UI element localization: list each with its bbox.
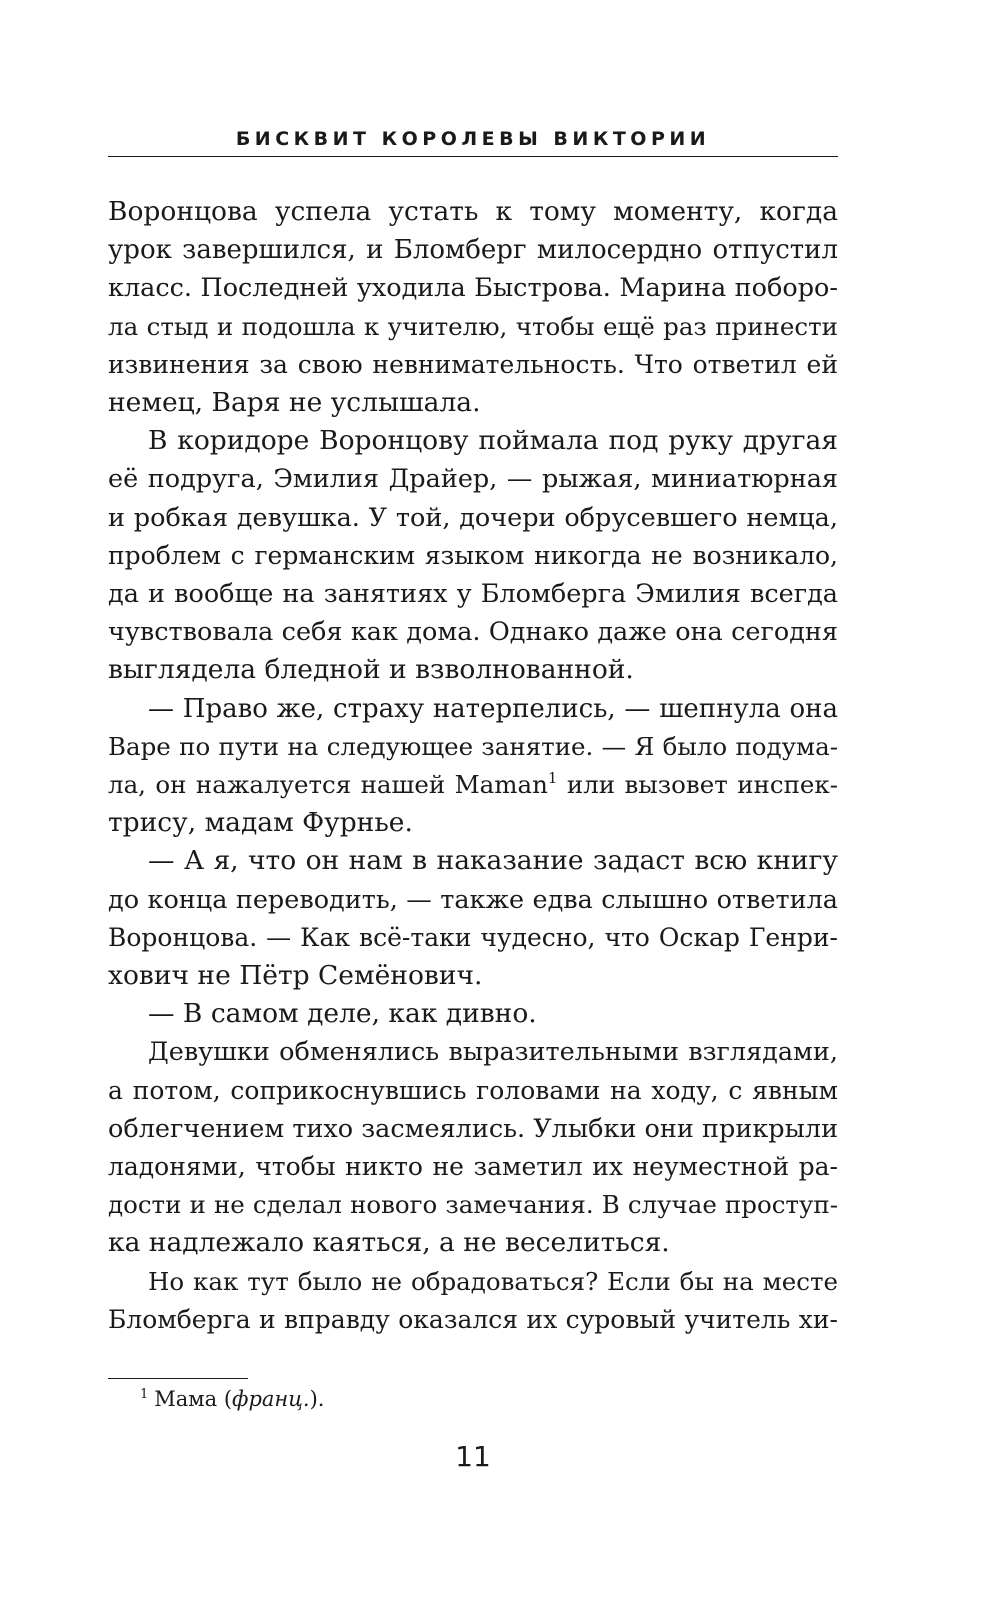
footnote-italic: франц. — [232, 1387, 310, 1411]
text-line: облегчением тихо засмеялись. Улыбки они прикрыли — [108, 1113, 839, 1144]
footnote-marker: 1 — [547, 769, 558, 788]
header-rule — [108, 156, 838, 157]
text-line: а потом, соприкоснувшись головами на ходу, с явным — [108, 1075, 838, 1105]
footnote-rule — [108, 1378, 248, 1379]
page-number: 11 — [455, 1440, 491, 1473]
text-line: Варе по пути на следующее занятие. — Я было подума- — [108, 731, 838, 761]
text-line: — В самом деле, как дивно. — [148, 998, 537, 1030]
footnote-number: 1 — [140, 1387, 149, 1402]
text-line: немец, Варя не услышала. — [108, 387, 481, 419]
body-text — [108, 193, 838, 1339]
text-line: извинения за свою невнимательность. Что ответил ей — [108, 349, 838, 379]
text-line: В коридоре Воронцову поймала под руку другая — [148, 425, 838, 457]
running-header: БИСКВИТ КОРОЛЕВЫ ВИКТОРИИ — [235, 128, 711, 150]
text-line: дости и не сделал нового замечания. В случае проступ- — [108, 1190, 838, 1220]
text-line: трису, мадам Фурнье. — [108, 807, 413, 839]
text-line: и робкая девушка. У той, дочери обрусевшего немца, — [108, 502, 838, 533]
text-line: ла стыд и подошла к учителю, чтобы ещё раз принести — [108, 311, 838, 341]
text-line: хович не Пётр Семёнович. — [108, 960, 483, 992]
text-line: Девушки обменялись выразительными взглядами, — [148, 1037, 838, 1068]
text-line-with-footnote — [108, 766, 838, 804]
text-line: выглядела бледной и взволнованной. — [108, 654, 634, 686]
footnote — [140, 1387, 324, 1411]
text-line: чувствовала себя как дома. Однако даже она сегодня — [108, 617, 838, 648]
text-line: — Право же, страху натерпелись, — шепнула она — [148, 693, 838, 724]
text-line: Воронцова. — Как всё-таки чудесно, что Оскар Генри- — [108, 922, 838, 952]
text-line: проблем с германским языком никогда не возникало, — [108, 540, 838, 570]
text-segment: ла, он нажалуется нашей Maman — [108, 770, 548, 800]
text-line: её подруга, Эмилия Драйер, — рыжая, миниатюрная — [108, 464, 838, 495]
text-line: ладонями, чтобы никто не заметил их неуместной ра- — [108, 1152, 838, 1182]
text-line: до конца переводить, — также едва слышно ответила — [108, 884, 838, 915]
text-line: да и вообще на занятиях у Бломберга Эмилия всегда — [108, 579, 838, 610]
text-line: Бломберга и вправду оказался их суровый учитель хи- — [108, 1304, 838, 1334]
text-line: Но как тут было не обрадоваться? Если бы на месте — [148, 1266, 838, 1296]
text-line: ка надлежало каяться, а не веселиться. — [108, 1227, 670, 1259]
text-line: — А я, что он нам в наказание задаст всю книгу — [148, 845, 838, 877]
text-segment: или вызовет инспек- — [557, 770, 838, 800]
text-line: класс. Последней уходила Быстрова. Марина поборо- — [108, 273, 838, 304]
text-line: Воронцова успела устать к тому моменту, когда — [108, 196, 838, 227]
text-line: урок завершился, и Бломберг милосердно отпустил — [108, 235, 838, 266]
footnote-text: Мама ( — [154, 1387, 233, 1411]
footnote-text-end: ). — [309, 1387, 325, 1411]
